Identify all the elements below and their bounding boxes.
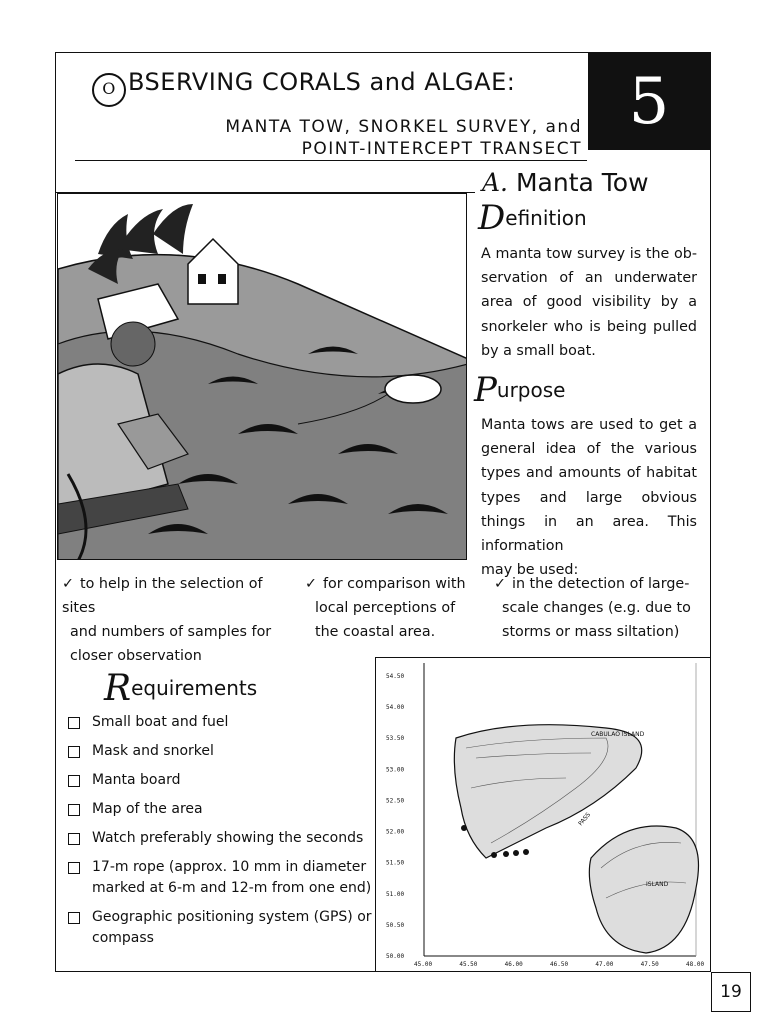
use-line: storms or mass siltation)	[502, 624, 680, 640]
purpose-line: types and amounts of habitat	[481, 465, 697, 482]
page-title	[92, 68, 582, 107]
list-item-text: Watch preferably showing the seconds	[92, 830, 364, 846]
list-item-text: 17-m rope (approx. 10 mm in diameter marked at 6-m and 12-m from one end)	[92, 859, 372, 896]
use-line: in the detection of large-	[511, 576, 690, 592]
manta-tow-illustration	[57, 193, 467, 560]
purpose-rest: urpose	[496, 378, 566, 402]
definition-rest: efinition	[505, 206, 587, 230]
list-item-text: Small boat and fuel	[92, 714, 229, 730]
map-label: CABULAO ISLAND	[591, 731, 645, 738]
purpose-line: general idea of the various	[481, 441, 697, 458]
map-y-tick: 51.00	[386, 890, 405, 898]
map-x-tick: 47.00	[595, 961, 614, 968]
map-x-tick: 45.50	[459, 961, 478, 968]
definition-paragraph	[481, 242, 697, 363]
checkbox-icon	[68, 833, 80, 845]
section-heading	[482, 168, 649, 197]
list-item	[68, 828, 378, 849]
illustration-svg	[58, 194, 467, 560]
map-x-tick: 45.00	[414, 961, 433, 968]
map-x-tick: 46.50	[550, 961, 569, 968]
list-item-text: Manta board	[92, 772, 181, 788]
title-text: BSERVING CORALS and ALGAE:	[128, 68, 516, 96]
requirements-cap: R	[104, 668, 132, 709]
map-y-tick: 52.00	[386, 828, 405, 836]
purpose-line: Manta tows are used to get a	[481, 417, 697, 433]
definition-line: servation of an underwater	[481, 270, 697, 287]
checkbox-icon	[68, 775, 80, 787]
map-y-tick: 50.00	[386, 953, 405, 960]
purpose-line: may be used:	[481, 562, 579, 579]
chapter-number: 5	[588, 53, 710, 150]
section-letter: A.	[482, 168, 509, 197]
definition-line: snorkeler who is being pulled	[481, 318, 697, 335]
check-icon: ✓	[305, 576, 317, 592]
map-y-tick: 53.00	[386, 766, 405, 774]
checkbox-icon	[68, 912, 80, 924]
use-line: the coastal area.	[315, 624, 436, 640]
map-svg	[376, 658, 710, 971]
check-icon: ✓	[494, 576, 506, 592]
requirements-rest: equirements	[131, 676, 258, 700]
map-y-tick: 52.50	[386, 797, 405, 805]
purpose-line: in an area. This information	[481, 513, 698, 555]
purpose-paragraph	[481, 413, 697, 582]
map-x-tick: 46.00	[504, 961, 523, 968]
map-y-tick: 51.50	[386, 859, 405, 867]
purpose-heading	[474, 370, 565, 410]
use-item-comparison	[305, 572, 480, 644]
map-y-tick: 54.00	[386, 704, 405, 712]
use-line: and numbers of samples for	[70, 624, 272, 640]
title-initial: O	[92, 73, 126, 107]
use-line: scale changes (e.g. due to	[502, 600, 691, 616]
list-item-text: Map of the area	[92, 801, 203, 817]
definition-line: A manta tow survey is the ob-	[481, 246, 697, 262]
requirements-heading	[104, 668, 257, 709]
checkbox-icon	[68, 717, 80, 729]
purpose-cap: P	[474, 370, 497, 410]
list-item-text: Mask and snorkel	[92, 743, 214, 759]
section-title: Manta Tow	[515, 168, 649, 197]
list-item	[68, 741, 378, 762]
map-y-tick: 53.50	[386, 735, 405, 743]
map-x-tick: 47.50	[640, 961, 659, 968]
definition-heading	[478, 198, 587, 238]
page-number: 19	[711, 972, 751, 1012]
use-item-site-selection	[62, 572, 296, 668]
use-line: closer observation	[70, 648, 202, 664]
use-line: for comparison with	[322, 576, 466, 592]
map-y-tick: 50.50	[386, 921, 405, 929]
subtitle-line-2: POINT-INTERCEPT TRANSECT	[301, 139, 582, 159]
map-label: ISLAND	[646, 881, 669, 888]
checkbox-icon	[68, 862, 80, 874]
purpose-line: types and large obvious things	[481, 489, 697, 530]
list-item	[68, 770, 378, 791]
requirements-list	[68, 712, 378, 957]
list-item	[68, 907, 378, 949]
map-label: PASS	[577, 811, 593, 828]
check-icon: ✓	[62, 576, 74, 592]
list-item	[68, 799, 378, 820]
definition-line: area of good visibility by a	[481, 294, 697, 311]
map-x-tick: 48.00	[686, 961, 705, 968]
title-underline	[75, 160, 587, 161]
map-y-tick: 54.50	[386, 673, 405, 680]
use-line: to help in the selection of sites	[62, 576, 263, 616]
checkbox-icon	[68, 746, 80, 758]
use-item-detection	[494, 572, 706, 644]
list-item	[68, 857, 378, 899]
list-item	[68, 712, 378, 733]
list-item-text: Geographic positioning system (GPS) or compass	[92, 909, 372, 946]
subtitle-line-1: MANTA TOW, SNORKEL SURVEY, and	[225, 117, 582, 137]
definition-line: by a small boat.	[481, 342, 596, 359]
use-line: local perceptions of	[315, 600, 456, 616]
definition-cap: D	[478, 198, 506, 238]
survey-map	[375, 657, 711, 972]
checkbox-icon	[68, 804, 80, 816]
